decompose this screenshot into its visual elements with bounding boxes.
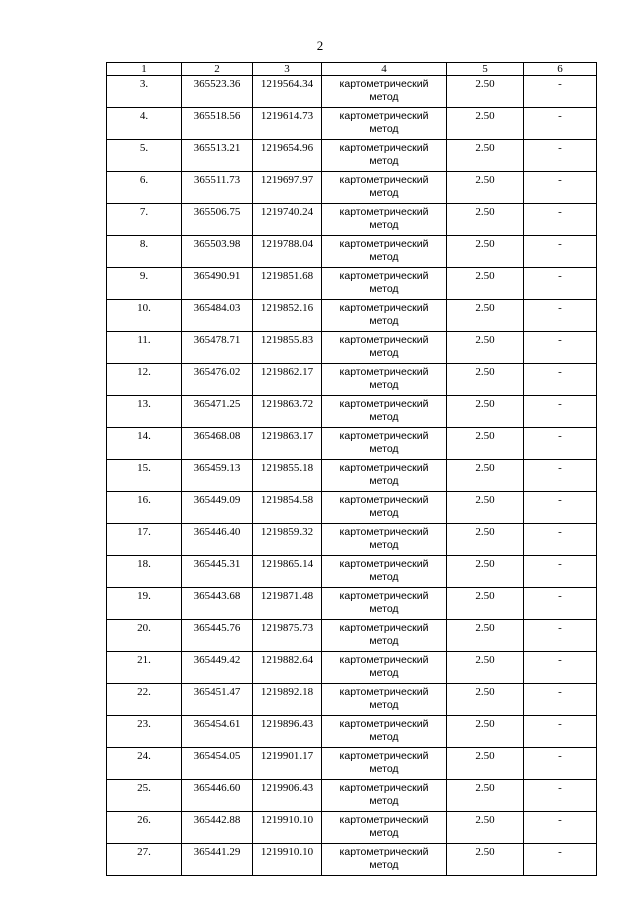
- method-text-line2: метод: [369, 155, 399, 167]
- table-row: [107, 76, 597, 108]
- method-text-line1: картометрический: [339, 814, 429, 826]
- method-cell: [322, 236, 447, 268]
- method-text-line1: картометрический: [339, 430, 429, 442]
- note-cell: -: [524, 588, 597, 620]
- method-text-line2: метод: [369, 379, 399, 391]
- point-number-cell: 20.: [107, 620, 182, 652]
- table-row: [107, 428, 597, 460]
- y-coordinate-cell: 1219882.64: [253, 652, 322, 684]
- point-number-cell: 6.: [107, 172, 182, 204]
- method-cell: [322, 76, 447, 108]
- x-coordinate-cell: 365478.71: [182, 332, 253, 364]
- accuracy-cell: 2.50: [447, 780, 524, 812]
- x-coordinate-cell: 365506.75: [182, 204, 253, 236]
- point-number-cell: 19.: [107, 588, 182, 620]
- y-coordinate-cell: 1219654.96: [253, 140, 322, 172]
- method-cell: [322, 108, 447, 140]
- note-cell: -: [524, 684, 597, 716]
- x-coordinate-cell: 365471.25: [182, 396, 253, 428]
- method-cell: [322, 364, 447, 396]
- method-text-line1: картометрический: [339, 718, 429, 730]
- x-coordinate-cell: 365484.03: [182, 300, 253, 332]
- method-text-line2: метод: [369, 699, 399, 711]
- table-row: [107, 268, 597, 300]
- method-text-line1: картометрический: [339, 206, 429, 218]
- table-row: [107, 844, 597, 876]
- accuracy-cell: 2.50: [447, 684, 524, 716]
- method-text-line1: картометрический: [339, 142, 429, 154]
- accuracy-cell: 2.50: [447, 844, 524, 876]
- x-coordinate-cell: 365449.09: [182, 492, 253, 524]
- column-header: 3: [253, 63, 322, 76]
- y-coordinate-cell: 1219910.10: [253, 812, 322, 844]
- accuracy-cell: 2.50: [447, 204, 524, 236]
- method-cell: [322, 652, 447, 684]
- y-coordinate-cell: 1219740.24: [253, 204, 322, 236]
- x-coordinate-cell: 365518.56: [182, 108, 253, 140]
- note-cell: -: [524, 524, 597, 556]
- method-text-line2: метод: [369, 667, 399, 679]
- note-cell: -: [524, 108, 597, 140]
- method-cell: [322, 748, 447, 780]
- note-cell: -: [524, 300, 597, 332]
- method-cell: [322, 812, 447, 844]
- accuracy-cell: 2.50: [447, 364, 524, 396]
- method-text-line2: метод: [369, 571, 399, 583]
- accuracy-cell: 2.50: [447, 108, 524, 140]
- method-text-line1: картометрический: [339, 398, 429, 410]
- accuracy-cell: 2.50: [447, 812, 524, 844]
- method-text-line1: картометрический: [339, 238, 429, 250]
- point-number-cell: 14.: [107, 428, 182, 460]
- point-number-cell: 13.: [107, 396, 182, 428]
- y-coordinate-cell: 1219863.17: [253, 428, 322, 460]
- method-cell: [322, 780, 447, 812]
- method-text-line2: метод: [369, 283, 399, 295]
- note-cell: -: [524, 268, 597, 300]
- point-number-cell: 26.: [107, 812, 182, 844]
- method-text-line1: картометрический: [339, 654, 429, 666]
- table-row: [107, 684, 597, 716]
- method-text-line1: картометрический: [339, 590, 429, 602]
- method-text-line1: картометрический: [339, 558, 429, 570]
- note-cell: -: [524, 748, 597, 780]
- y-coordinate-cell: 1219697.97: [253, 172, 322, 204]
- method-text-line1: картометрический: [339, 782, 429, 794]
- table-row: [107, 172, 597, 204]
- x-coordinate-cell: 365451.47: [182, 684, 253, 716]
- accuracy-cell: 2.50: [447, 428, 524, 460]
- point-number-cell: 12.: [107, 364, 182, 396]
- method-cell: [322, 268, 447, 300]
- point-number-cell: 10.: [107, 300, 182, 332]
- y-coordinate-cell: 1219788.04: [253, 236, 322, 268]
- point-number-cell: 24.: [107, 748, 182, 780]
- x-coordinate-cell: 365449.42: [182, 652, 253, 684]
- point-number-cell: 25.: [107, 780, 182, 812]
- method-cell: [322, 716, 447, 748]
- note-cell: -: [524, 332, 597, 364]
- accuracy-cell: 2.50: [447, 172, 524, 204]
- method-cell: [322, 460, 447, 492]
- method-cell: [322, 492, 447, 524]
- x-coordinate-cell: 365513.21: [182, 140, 253, 172]
- accuracy-cell: 2.50: [447, 76, 524, 108]
- method-text-line2: метод: [369, 219, 399, 231]
- table-row: [107, 620, 597, 652]
- accuracy-cell: 2.50: [447, 652, 524, 684]
- point-number-cell: 5.: [107, 140, 182, 172]
- accuracy-cell: 2.50: [447, 332, 524, 364]
- x-coordinate-cell: 365523.36: [182, 76, 253, 108]
- method-text-line1: картометрический: [339, 110, 429, 122]
- method-text-line1: картометрический: [339, 622, 429, 634]
- note-cell: -: [524, 172, 597, 204]
- method-text-line1: картометрический: [339, 846, 429, 858]
- method-text-line1: картометрический: [339, 462, 429, 474]
- column-header: 4: [322, 63, 447, 76]
- accuracy-cell: 2.50: [447, 396, 524, 428]
- note-cell: -: [524, 364, 597, 396]
- table-row: [107, 332, 597, 364]
- point-number-cell: 27.: [107, 844, 182, 876]
- y-coordinate-cell: 1219910.10: [253, 844, 322, 876]
- accuracy-cell: 2.50: [447, 620, 524, 652]
- method-cell: [322, 300, 447, 332]
- method-cell: [322, 620, 447, 652]
- method-cell: [322, 428, 447, 460]
- y-coordinate-cell: 1219851.68: [253, 268, 322, 300]
- method-cell: [322, 524, 447, 556]
- accuracy-cell: 2.50: [447, 300, 524, 332]
- table-row: [107, 236, 597, 268]
- x-coordinate-cell: 365468.08: [182, 428, 253, 460]
- table-row: [107, 812, 597, 844]
- table-row: [107, 524, 597, 556]
- x-coordinate-cell: 365511.73: [182, 172, 253, 204]
- method-cell: [322, 588, 447, 620]
- method-text-line2: метод: [369, 635, 399, 647]
- column-header: 2: [182, 63, 253, 76]
- point-number-cell: 22.: [107, 684, 182, 716]
- method-text-line1: картометрический: [339, 174, 429, 186]
- point-number-cell: 23.: [107, 716, 182, 748]
- x-coordinate-cell: 365476.02: [182, 364, 253, 396]
- x-coordinate-cell: 365445.76: [182, 620, 253, 652]
- x-coordinate-cell: 365446.40: [182, 524, 253, 556]
- y-coordinate-cell: 1219865.14: [253, 556, 322, 588]
- point-number-cell: 21.: [107, 652, 182, 684]
- y-coordinate-cell: 1219854.58: [253, 492, 322, 524]
- y-coordinate-cell: 1219852.16: [253, 300, 322, 332]
- column-header: 1: [107, 63, 182, 76]
- note-cell: -: [524, 204, 597, 236]
- method-text-line1: картометрический: [339, 526, 429, 538]
- point-number-cell: 3.: [107, 76, 182, 108]
- note-cell: -: [524, 556, 597, 588]
- method-cell: [322, 556, 447, 588]
- y-coordinate-cell: 1219906.43: [253, 780, 322, 812]
- point-number-cell: 16.: [107, 492, 182, 524]
- note-cell: -: [524, 140, 597, 172]
- x-coordinate-cell: 365454.05: [182, 748, 253, 780]
- x-coordinate-cell: 365443.68: [182, 588, 253, 620]
- method-text-line2: метод: [369, 315, 399, 327]
- table-row: [107, 652, 597, 684]
- table-header-row: [107, 63, 597, 76]
- method-text-line2: метод: [369, 507, 399, 519]
- table-row: [107, 364, 597, 396]
- x-coordinate-cell: 365503.98: [182, 236, 253, 268]
- y-coordinate-cell: 1219875.73: [253, 620, 322, 652]
- point-number-cell: 4.: [107, 108, 182, 140]
- y-coordinate-cell: 1219871.48: [253, 588, 322, 620]
- y-coordinate-cell: 1219862.17: [253, 364, 322, 396]
- y-coordinate-cell: 1219855.83: [253, 332, 322, 364]
- note-cell: -: [524, 716, 597, 748]
- x-coordinate-cell: 365445.31: [182, 556, 253, 588]
- method-cell: [322, 140, 447, 172]
- table-row: [107, 396, 597, 428]
- method-text-line2: метод: [369, 859, 399, 871]
- note-cell: -: [524, 428, 597, 460]
- method-text-line1: картометрический: [339, 334, 429, 346]
- note-cell: -: [524, 76, 597, 108]
- accuracy-cell: 2.50: [447, 236, 524, 268]
- accuracy-cell: 2.50: [447, 492, 524, 524]
- method-text-line2: метод: [369, 827, 399, 839]
- accuracy-cell: 2.50: [447, 748, 524, 780]
- method-text-line1: картометрический: [339, 686, 429, 698]
- method-text-line2: метод: [369, 187, 399, 199]
- table-row: [107, 140, 597, 172]
- note-cell: -: [524, 844, 597, 876]
- note-cell: -: [524, 780, 597, 812]
- y-coordinate-cell: 1219901.17: [253, 748, 322, 780]
- method-text-line1: картометрический: [339, 494, 429, 506]
- note-cell: -: [524, 620, 597, 652]
- accuracy-cell: 2.50: [447, 140, 524, 172]
- point-number-cell: 18.: [107, 556, 182, 588]
- method-text-line2: метод: [369, 91, 399, 103]
- y-coordinate-cell: 1219896.43: [253, 716, 322, 748]
- accuracy-cell: 2.50: [447, 716, 524, 748]
- page-number: 2: [316, 38, 324, 53]
- method-text-line2: метод: [369, 795, 399, 807]
- note-cell: -: [524, 492, 597, 524]
- x-coordinate-cell: 365459.13: [182, 460, 253, 492]
- accuracy-cell: 2.50: [447, 460, 524, 492]
- note-cell: -: [524, 652, 597, 684]
- method-text-line2: метод: [369, 763, 399, 775]
- method-text-line2: метод: [369, 475, 399, 487]
- accuracy-cell: 2.50: [447, 268, 524, 300]
- method-text-line2: метод: [369, 251, 399, 263]
- method-text-line1: картометрический: [339, 302, 429, 314]
- method-cell: [322, 332, 447, 364]
- note-cell: -: [524, 812, 597, 844]
- method-text-line1: картометрический: [339, 750, 429, 762]
- y-coordinate-cell: 1219855.18: [253, 460, 322, 492]
- point-number-cell: 8.: [107, 236, 182, 268]
- table-row: [107, 492, 597, 524]
- column-header: 5: [447, 63, 524, 76]
- y-coordinate-cell: 1219863.72: [253, 396, 322, 428]
- point-number-cell: 7.: [107, 204, 182, 236]
- method-text-line2: метод: [369, 347, 399, 359]
- point-number-cell: 11.: [107, 332, 182, 364]
- method-cell: [322, 204, 447, 236]
- x-coordinate-cell: 365446.60: [182, 780, 253, 812]
- table-row: [107, 716, 597, 748]
- table-row: [107, 108, 597, 140]
- method-text-line2: метод: [369, 603, 399, 615]
- x-coordinate-cell: 365442.88: [182, 812, 253, 844]
- table-row: [107, 204, 597, 236]
- point-number-cell: 15.: [107, 460, 182, 492]
- y-coordinate-cell: 1219614.73: [253, 108, 322, 140]
- method-cell: [322, 844, 447, 876]
- method-text-line2: метод: [369, 539, 399, 551]
- note-cell: -: [524, 396, 597, 428]
- x-coordinate-cell: 365454.61: [182, 716, 253, 748]
- x-coordinate-cell: 365490.91: [182, 268, 253, 300]
- x-coordinate-cell: 365441.29: [182, 844, 253, 876]
- note-cell: -: [524, 460, 597, 492]
- table-row: [107, 556, 597, 588]
- y-coordinate-cell: 1219892.18: [253, 684, 322, 716]
- method-cell: [322, 172, 447, 204]
- method-text-line2: метод: [369, 123, 399, 135]
- table-row: [107, 588, 597, 620]
- method-text-line2: метод: [369, 411, 399, 423]
- method-text-line1: картометрический: [339, 270, 429, 282]
- y-coordinate-cell: 1219859.32: [253, 524, 322, 556]
- table-row: [107, 748, 597, 780]
- method-cell: [322, 684, 447, 716]
- method-text-line1: картометрический: [339, 366, 429, 378]
- table-row: [107, 300, 597, 332]
- table-row: [107, 460, 597, 492]
- method-text-line2: метод: [369, 443, 399, 455]
- method-text-line1: картометрический: [339, 78, 429, 90]
- point-number-cell: 9.: [107, 268, 182, 300]
- coordinates-table: [106, 62, 597, 876]
- y-coordinate-cell: 1219564.34: [253, 76, 322, 108]
- note-cell: -: [524, 236, 597, 268]
- accuracy-cell: 2.50: [447, 524, 524, 556]
- point-number-cell: 17.: [107, 524, 182, 556]
- table-row: [107, 780, 597, 812]
- method-text-line2: метод: [369, 731, 399, 743]
- column-header: 6: [524, 63, 597, 76]
- accuracy-cell: 2.50: [447, 588, 524, 620]
- method-cell: [322, 396, 447, 428]
- accuracy-cell: 2.50: [447, 556, 524, 588]
